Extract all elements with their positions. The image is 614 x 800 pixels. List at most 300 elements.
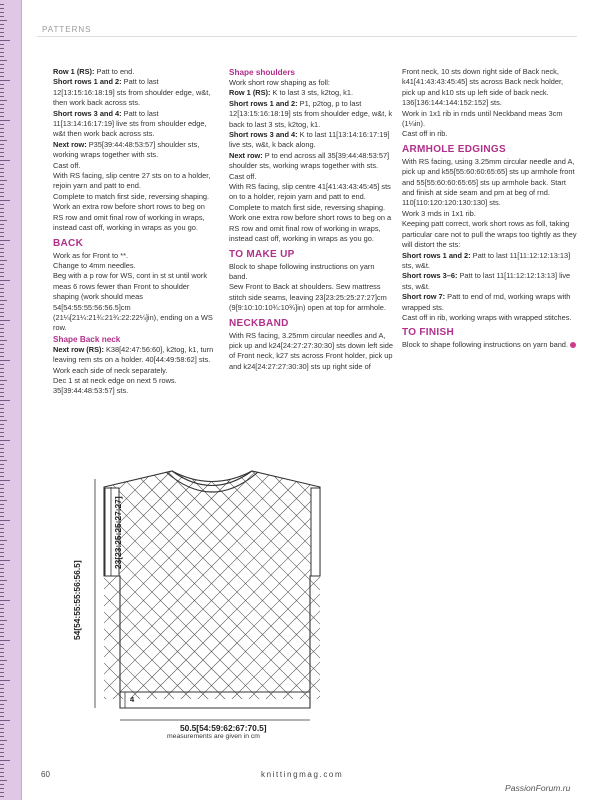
ruler-tick <box>0 12 4 13</box>
instruction-paragraph <box>402 67 578 98</box>
ruler-tick <box>0 500 7 501</box>
ruler-tick <box>0 628 4 629</box>
ruler-tick <box>0 112 4 113</box>
tape-measure-ruler <box>0 0 22 800</box>
ruler-tick <box>0 756 4 757</box>
section-heading: TO FINISH <box>402 327 454 339</box>
instruction-text: K to last 11[13:14:16:17:19] live sts, w&t, k back along. <box>229 130 390 150</box>
ruler-tick <box>0 488 4 489</box>
instruction-paragraph <box>402 109 578 130</box>
instruction-text: Work as for Front to **. <box>53 250 129 260</box>
ruler-tick <box>0 648 4 649</box>
ruler-tick <box>0 136 4 137</box>
ruler-tick <box>0 380 7 381</box>
ruler-tick <box>0 736 4 737</box>
lattice-line <box>226 462 344 722</box>
header-divider <box>37 36 577 37</box>
instruction-paragraph <box>229 282 393 313</box>
row-label: Short rows 1 and 2: <box>229 98 298 108</box>
ruler-tick <box>0 608 4 609</box>
ruler-tick <box>0 228 4 229</box>
instruction-text: Complete to match first side, reversing shaping. Work one extra row before short rows to beg on a RS row and omit final row of working in wraps, instead cast off, working in wraps as you go. <box>229 202 392 244</box>
ruler-tick <box>0 484 4 485</box>
instruction-text: Patt to last 11[13:14:16:17:19] live sts from shoulder edge, w&t then work back across sts. <box>53 108 207 139</box>
instruction-text: P35[39:44:48:53:57] shoulder sts, working wraps together with sts. <box>53 139 200 160</box>
ruler-tick <box>0 688 4 689</box>
instruction-text: With RS facing, slip centre 27 sts on to a holder, rejoin yarn and patt to end. <box>53 171 211 191</box>
ruler-tick <box>0 236 4 237</box>
ruler-tick <box>0 372 4 373</box>
rib-measurement: 4 <box>130 695 135 704</box>
ruler-tick <box>0 260 7 261</box>
instruction-paragraph <box>53 345 217 366</box>
instruction-paragraph <box>53 376 217 397</box>
ruler-tick <box>0 80 10 81</box>
ruler-tick <box>0 256 4 257</box>
ruler-tick <box>0 360 10 361</box>
ruler-tick <box>0 192 4 193</box>
ruler-tick <box>0 76 4 77</box>
instruction-text: Patt to end of rnd, working wraps with wrapped sts. <box>402 292 571 312</box>
ruler-tick <box>0 724 4 725</box>
instruction-paragraph <box>402 292 578 313</box>
ruler-tick <box>0 264 4 265</box>
ruler-tick <box>0 152 4 153</box>
ruler-tick <box>0 708 4 709</box>
ruler-tick <box>0 36 4 37</box>
ruler-tick <box>0 52 4 53</box>
ruler-tick <box>0 716 4 717</box>
ruler-tick <box>0 344 4 345</box>
ruler-tick <box>0 600 10 601</box>
instruction-text: Patt to last 11[11:12:12:13:13] sts, w&t. <box>402 250 571 270</box>
ruler-tick <box>0 216 4 217</box>
ruler-tick <box>0 180 7 181</box>
ruler-tick <box>0 564 4 565</box>
instruction-text: P to end across all 35[39:44:48:53:57] shoulder sts, working wraps together with sts. <box>229 150 390 171</box>
ruler-tick <box>0 184 4 185</box>
ruler-tick <box>0 532 4 533</box>
instruction-text: Cast off in rib, working wraps with wrapped stitches. <box>402 312 572 322</box>
diagram-caption: measurements are given in cm <box>167 733 260 740</box>
row-label: Short rows 3 and 4: <box>229 130 298 140</box>
instruction-text: Change to 4mm needles. <box>53 260 136 270</box>
ruler-tick <box>0 740 7 741</box>
lattice-line <box>209 462 344 722</box>
section-heading: Shape Back neck <box>53 334 121 344</box>
ruler-tick <box>0 760 10 761</box>
ruler-tick <box>0 712 4 713</box>
instruction-paragraph <box>229 78 393 88</box>
row-label: Short rows 1 and 2: <box>53 77 122 87</box>
ruler-tick <box>0 240 10 241</box>
ruler-tick <box>0 392 4 393</box>
lattice-line <box>107 462 344 722</box>
ruler-tick <box>0 196 4 197</box>
right-armhole-band <box>311 488 320 576</box>
ruler-tick <box>0 476 4 477</box>
ruler-tick <box>0 796 4 797</box>
row-label: Short rows 3–6: <box>402 271 458 281</box>
row-label: Short row 7: <box>402 292 446 302</box>
ruler-tick <box>0 172 4 173</box>
ruler-tick <box>0 452 4 453</box>
ruler-tick <box>0 792 4 793</box>
ruler-tick <box>0 604 4 605</box>
ruler-tick <box>0 132 4 133</box>
row-label: Next row: <box>229 150 263 160</box>
instruction-paragraph <box>229 151 393 172</box>
ruler-tick <box>0 548 4 549</box>
instruction-text: Complete to match first side, reversing shaping. <box>53 191 210 201</box>
ruler-tick <box>0 284 4 285</box>
instruction-paragraph <box>53 366 217 376</box>
instruction-paragraph <box>53 161 217 171</box>
instruction-text: Work in 1x1 rib in rnds until Neckband meas 3cm (1¼in). <box>402 108 563 129</box>
ruler-tick <box>0 124 4 125</box>
ruler-tick <box>0 156 4 157</box>
ruler-tick <box>0 748 4 749</box>
ruler-tick <box>0 636 4 637</box>
instruction-text: Patt to end. <box>94 67 135 76</box>
ruler-tick <box>0 576 4 577</box>
lattice-line <box>209 462 344 722</box>
ruler-tick <box>0 312 4 313</box>
ruler-tick <box>0 320 10 321</box>
ruler-tick <box>0 596 4 597</box>
ruler-tick <box>0 680 10 681</box>
instruction-paragraph <box>402 251 578 272</box>
ruler-tick <box>0 32 4 33</box>
section-heading: NECKBAND <box>229 317 289 329</box>
instruction-text: Work an extra row before short rows to beg on RS row and omit final row of working in wraps, instead cast off, working in wraps as you go. <box>53 202 205 233</box>
ruler-tick <box>0 664 4 665</box>
lattice-line <box>84 462 163 722</box>
ruler-tick <box>0 516 4 517</box>
ruler-tick <box>0 44 4 45</box>
ruler-tick <box>0 588 4 589</box>
ruler-tick <box>0 140 7 141</box>
ruler-tick <box>0 788 4 789</box>
ruler-tick <box>0 520 10 521</box>
ruler-tick <box>0 208 4 209</box>
instruction-paragraph <box>402 98 578 108</box>
instruction-paragraph <box>229 203 393 245</box>
instruction-text: Work short row shaping as foll: <box>229 78 330 87</box>
ruler-tick <box>0 544 4 545</box>
ruler-tick <box>0 100 7 101</box>
ruler-tick <box>0 304 4 305</box>
instruction-text: K38[42:47:56:60], k2tog, k1, turn leaving rem sts on a holder. 40[44:49:58:62] sts. <box>53 344 214 365</box>
ruler-tick <box>0 436 4 437</box>
ruler-tick <box>0 772 4 773</box>
ruler-tick <box>0 292 4 293</box>
ruler-tick <box>0 512 4 513</box>
ruler-tick <box>0 616 4 617</box>
ruler-tick <box>0 660 7 661</box>
ruler-tick <box>0 188 4 189</box>
row-label: Row 1 (RS): <box>229 88 271 98</box>
section-heading: Shape shoulders <box>229 68 295 77</box>
ruler-tick <box>0 728 4 729</box>
ruler-tick <box>0 224 4 225</box>
lattice-line <box>90 462 344 722</box>
ruler-tick <box>0 148 4 149</box>
ruler-tick <box>0 504 4 505</box>
ruler-tick <box>0 316 4 317</box>
page-number: 60 <box>41 770 50 779</box>
ruler-tick <box>0 480 10 481</box>
ruler-tick <box>0 556 4 557</box>
ruler-tick <box>0 704 4 705</box>
ruler-tick <box>0 620 7 621</box>
instruction-text: 136[136:144:144:152:152] sts. <box>402 98 502 108</box>
instruction-paragraph <box>53 271 217 333</box>
ruler-tick <box>0 668 4 669</box>
text-column-3 <box>402 67 578 351</box>
ruler-tick <box>0 408 4 409</box>
lattice-line <box>243 462 344 722</box>
ruler-tick <box>0 212 4 213</box>
ruler-tick <box>0 552 4 553</box>
instruction-text: Beg with a p row for WS, cont in st st until work meas 6 rows fewer than Front to shoulder shaping (work should meas 54[54:55:55:56:56.5]cm (21¼[21¼:21¾:21¾:22:22¼]in), ending on a WS row. <box>53 271 213 333</box>
ruler-tick <box>0 248 4 249</box>
lattice-line <box>107 462 344 722</box>
ruler-tick <box>0 584 4 585</box>
ruler-tick <box>0 280 10 281</box>
lattice-line <box>84 462 180 722</box>
ruler-tick <box>0 328 4 329</box>
watermark: PassionForum.ru <box>505 783 571 793</box>
ruler-tick <box>0 764 4 765</box>
ruler-tick <box>0 108 4 109</box>
ruler-tick <box>0 272 4 273</box>
ruler-tick <box>0 296 4 297</box>
instruction-paragraph <box>53 109 217 140</box>
ruler-tick <box>0 56 4 57</box>
row-label: Short rows 1 and 2: <box>402 250 471 260</box>
lattice-line <box>192 462 344 722</box>
ruler-tick <box>0 244 4 245</box>
ruler-tick <box>0 580 7 581</box>
ruler-tick <box>0 24 4 25</box>
ruler-tick <box>0 700 7 701</box>
lattice-line <box>84 462 95 722</box>
ruler-tick <box>0 16 4 17</box>
ruler-tick <box>0 340 7 341</box>
ruler-tick <box>0 560 10 561</box>
ruler-tick <box>0 288 4 289</box>
instruction-text: P1, p2tog, p to last 12[13:15:16:18:19] sts from shoulder edge, w&t, k back to last 3 sts, k2tog, k1. <box>229 98 393 129</box>
ruler-tick <box>0 752 4 753</box>
instruction-paragraph <box>53 261 217 271</box>
ruler-tick <box>0 368 4 369</box>
ruler-tick <box>0 692 4 693</box>
ruler-tick <box>0 40 10 41</box>
ruler-tick <box>0 780 7 781</box>
ruler-tick <box>0 144 4 145</box>
ruler-tick <box>0 176 4 177</box>
ruler-tick <box>0 632 4 633</box>
ruler-tick <box>0 120 10 121</box>
lattice-line <box>243 462 344 722</box>
ruler-tick <box>0 644 4 645</box>
row-label: Next row: <box>53 139 87 149</box>
instruction-paragraph <box>229 262 393 283</box>
row-label: Next row (RS): <box>53 344 104 354</box>
width-measurement: 50.5[54:59:62:67:70.5] <box>180 723 267 733</box>
instruction-text: Cast off in rib. <box>402 129 448 139</box>
instruction-paragraph <box>53 192 217 202</box>
ruler-tick <box>0 784 4 785</box>
instruction-text: Sew Front to Back at shoulders. Sew mattress stitch side seams, leaving 23[23:25:25:27:27]cm (9[9:10:10:10¾:10¾]in) open at top for armhole. <box>229 282 387 313</box>
ruler-tick <box>0 4 4 5</box>
ruler-tick <box>0 68 4 69</box>
ruler-tick <box>0 572 4 573</box>
lattice-line <box>84 462 180 722</box>
lattice-line <box>226 462 344 722</box>
ruler-tick <box>0 656 4 657</box>
instruction-paragraph <box>402 271 578 292</box>
ruler-tick <box>0 492 4 493</box>
ruler-tick <box>0 332 4 333</box>
instruction-text: Patt to last 11[11:12:12:13:13] live sts, w&t. <box>402 271 571 291</box>
instruction-text: Front neck, 10 sts down right side of Back neck, k41[41:43:43:45:45] sts across Back neck holder, pick up and k10 sts up left side of back neck. <box>402 67 564 97</box>
instruction-paragraph <box>402 219 578 250</box>
ruler-tick <box>0 116 4 117</box>
ruler-tick <box>0 364 4 365</box>
instruction-text: Cast off. <box>53 160 81 170</box>
instruction-paragraph <box>402 209 578 219</box>
site-url: knittingmag.com <box>261 770 344 779</box>
ruler-tick <box>0 84 4 85</box>
ruler-tick <box>0 732 4 733</box>
end-mark-icon <box>570 342 576 348</box>
ruler-tick <box>0 684 4 685</box>
ruler-tick <box>0 268 4 269</box>
ruler-tick <box>0 72 4 73</box>
ruler-tick <box>0 128 4 129</box>
ruler-tick <box>0 8 4 9</box>
ruler-tick <box>0 204 4 205</box>
instruction-text: Block to shape following instructions on yarn band. <box>229 261 375 281</box>
instruction-paragraph <box>229 99 393 130</box>
ruler-tick <box>0 28 4 29</box>
ruler-tick <box>0 720 10 721</box>
ruler-tick <box>0 652 4 653</box>
instruction-text: Cast off. <box>229 171 257 181</box>
instruction-paragraph <box>229 88 393 98</box>
ruler-tick <box>0 64 4 65</box>
ruler-tick <box>0 568 4 569</box>
ruler-tick <box>0 164 4 165</box>
ruler-tick <box>0 396 4 397</box>
ruler-tick <box>0 508 4 509</box>
ruler-tick <box>0 388 4 389</box>
instruction-text: Work each side of neck separately. <box>53 365 168 375</box>
ruler-tick <box>0 448 4 449</box>
ruler-tick <box>0 768 4 769</box>
lattice-line <box>90 462 344 722</box>
section-tag: PATTERNS <box>42 25 92 34</box>
instruction-paragraph <box>53 67 217 77</box>
ruler-tick <box>0 672 4 673</box>
ruler-tick <box>0 400 10 401</box>
instruction-paragraph <box>53 251 217 261</box>
ruler-tick <box>0 428 4 429</box>
ruler-tick <box>0 420 7 421</box>
ruler-tick <box>0 456 4 457</box>
section-heading: BACK <box>53 237 84 249</box>
instruction-paragraph <box>53 202 217 233</box>
ruler-tick <box>0 348 4 349</box>
ruler-tick <box>0 20 7 21</box>
lattice-line <box>328 462 344 722</box>
text-column-2 <box>229 67 393 372</box>
instruction-paragraph <box>53 140 217 161</box>
ruler-tick <box>0 168 4 169</box>
instruction-paragraph <box>402 313 578 323</box>
ruler-tick <box>0 696 4 697</box>
instruction-text: Dec 1 st at neck edge on next 5 rows. 35[39:44:48:53:57] sts. <box>53 375 177 396</box>
ruler-tick <box>0 92 4 93</box>
ruler-tick <box>0 540 7 541</box>
ruler-tick <box>0 444 4 445</box>
ruler-tick <box>0 432 4 433</box>
instruction-text: With RS facing, using 3.25mm circular needle and A, pick up and k55[55:60:60:65:65] sts up armhole front and 55[55:60:60:65:65] sts up armhole back. Start and finish at side seam and pm at beg of rnd. 110[110:120:120:130:130] sts. <box>402 156 575 208</box>
ruler-tick <box>0 536 4 537</box>
ruler-tick <box>0 160 10 161</box>
ruler-tick <box>0 376 4 377</box>
instruction-paragraph <box>402 157 578 209</box>
ruler-tick <box>0 412 4 413</box>
ruler-tick <box>0 60 7 61</box>
instruction-paragraph <box>229 331 393 373</box>
ruler-tick <box>0 460 7 461</box>
ruler-tick <box>0 200 10 201</box>
ruler-tick <box>0 640 10 641</box>
row-label: Short rows 3 and 4: <box>53 108 122 118</box>
ruler-tick <box>0 496 4 497</box>
ruler-tick <box>0 88 4 89</box>
ruler-tick <box>0 524 4 525</box>
ruler-tick <box>0 252 4 253</box>
height-measurement: 54[54:55:55:56:56.5] <box>72 560 82 640</box>
lattice-line <box>328 462 344 722</box>
ruler-tick <box>0 352 4 353</box>
section-heading: TO MAKE UP <box>229 248 295 260</box>
ruler-tick <box>0 220 7 221</box>
ruler-tick <box>0 676 4 677</box>
ruler-tick <box>0 324 4 325</box>
ruler-tick <box>0 592 4 593</box>
ruler-tick <box>0 48 4 49</box>
instruction-paragraph <box>402 340 578 350</box>
ruler-tick <box>0 472 4 473</box>
row-label: Row 1 (RS): <box>53 67 95 76</box>
ruler-tick <box>0 276 4 277</box>
armhole-measurement: 23[23:25:25:27:27] <box>113 496 123 569</box>
ruler-tick <box>0 528 4 529</box>
ruler-tick <box>0 232 4 233</box>
instruction-text: Block to shape following instructions on yarn band. <box>402 340 568 350</box>
ruler-tick <box>0 424 4 425</box>
ruler-tick <box>0 612 4 613</box>
lattice-line <box>260 462 344 722</box>
neck-outline <box>172 471 252 486</box>
ruler-tick <box>0 384 4 385</box>
lattice-line <box>260 462 344 722</box>
